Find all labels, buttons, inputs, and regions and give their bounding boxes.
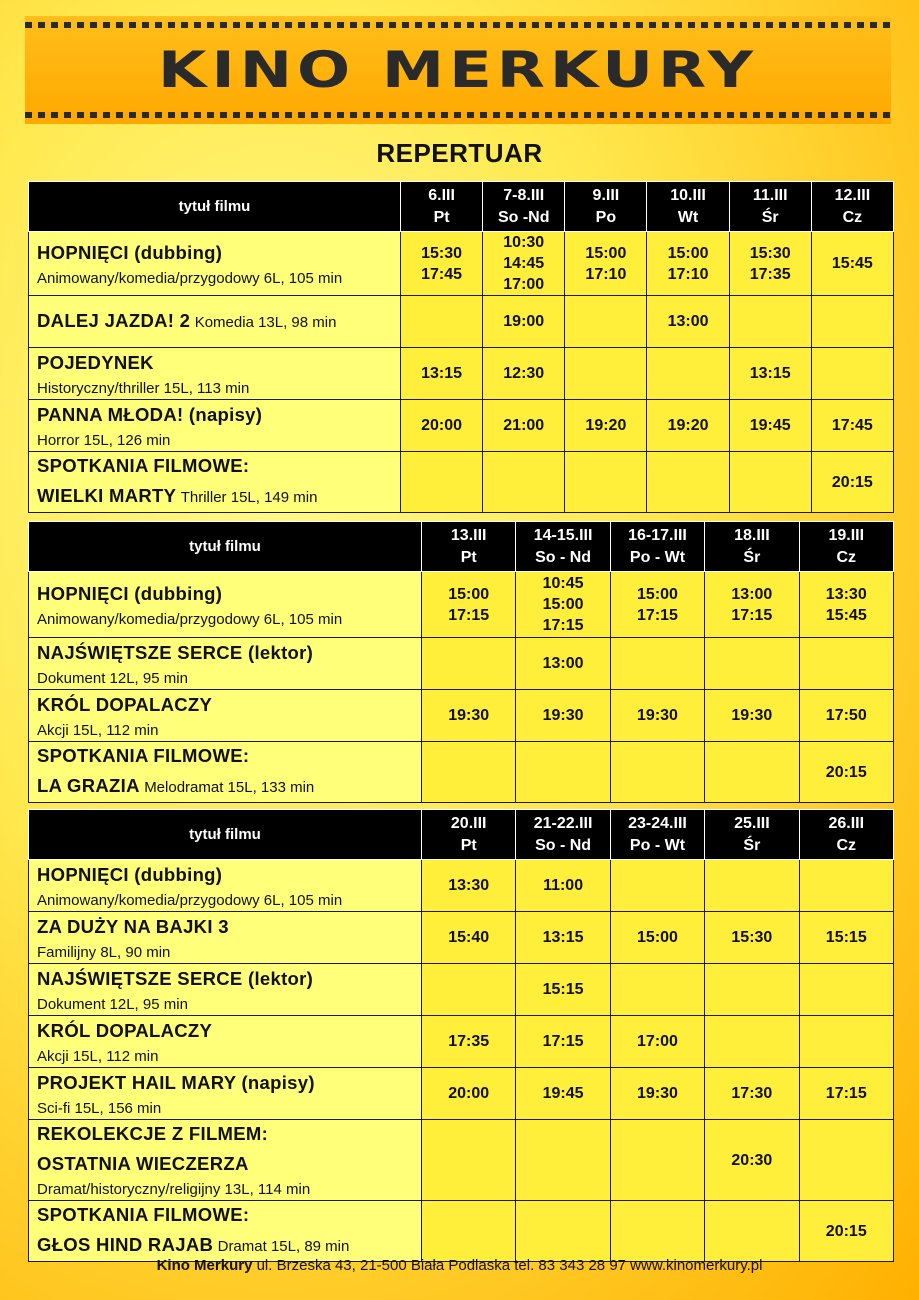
film-title: LA GRAZIA: [37, 775, 140, 796]
film-line: [37, 1099, 421, 1119]
film-title: HOPNIĘCI (dubbing): [37, 241, 223, 263]
showtime-cell: 17:35: [422, 1016, 516, 1068]
film-line: [37, 691, 421, 721]
header-day: [705, 810, 799, 860]
film-cell: [29, 1201, 422, 1262]
film-description: Akcji 15L, 112 min: [37, 1047, 159, 1065]
cinema-name: KINO MERKURY: [158, 41, 758, 99]
header-date: 9.III: [592, 186, 620, 204]
film-description: Dokument 12L, 95 min: [37, 995, 188, 1013]
film-title: DALEJ JAZDA! 2: [37, 309, 191, 331]
header-day: [729, 182, 811, 232]
showtime-cell: 20:00: [401, 400, 483, 452]
showtime-cell: 15:40: [422, 912, 516, 964]
film-description: Familijny 8L, 90 min: [37, 943, 171, 961]
showtime-cell: [422, 638, 516, 690]
film-line: [37, 1180, 421, 1200]
film-row: [29, 348, 894, 400]
showtime-cell: 17:15: [516, 1016, 610, 1068]
film-title: OSTATNIA WIECZERZA: [37, 1153, 249, 1174]
header-day: [516, 522, 610, 572]
film-cell: [29, 232, 401, 296]
showtime-cell: [705, 1201, 799, 1262]
header-day: [799, 810, 893, 860]
showtime-cell: 19:45: [516, 1068, 610, 1120]
showtime-cell: 10:45 15:00 17:15: [516, 572, 610, 638]
film-row: [29, 232, 894, 296]
showtime-cell: 13:00: [516, 638, 610, 690]
showtime-cell: 17:00: [610, 1016, 704, 1068]
header-day: [401, 182, 483, 232]
showtime-cell: 20:00: [422, 1068, 516, 1120]
film-line: [37, 639, 421, 669]
film-cell: [29, 638, 422, 690]
header-date: 19.III: [828, 526, 865, 544]
showtime-cell: 19:45: [729, 400, 811, 452]
film-cell: [29, 964, 422, 1016]
showtime-cell: [811, 348, 893, 400]
film-row: [29, 1016, 894, 1068]
header-day: [610, 522, 704, 572]
film-title: PANNA MŁODA! (napisy): [37, 403, 263, 425]
film-row: [29, 572, 894, 638]
header-date: 6.III: [428, 186, 455, 204]
header-weekday: Pt: [460, 836, 477, 854]
showtime-cell: [729, 452, 811, 513]
film-cell: [29, 400, 401, 452]
film-title: REKOLEKCJE Z FILMEM:: [37, 1123, 269, 1144]
header-day: [483, 182, 565, 232]
showtime-cell: [401, 452, 483, 513]
header-date: 13.III: [450, 526, 487, 544]
showtime-cell: [610, 742, 704, 803]
film-row: [29, 1120, 894, 1201]
showtime-cell: [422, 964, 516, 1016]
film-description: Sci-fi 15L, 156 min: [37, 1099, 162, 1117]
showtime-cell: 15:30 17:45: [401, 232, 483, 296]
film-description: Animowany/komedia/przygodowy 6L, 105 min: [37, 891, 343, 909]
header-date: 21-22.III: [533, 814, 593, 832]
header-film-title: tytuł filmu: [29, 182, 401, 232]
showtime-cell: [565, 452, 647, 513]
header-day: [422, 522, 516, 572]
header-weekday: So - Nd: [535, 548, 592, 566]
film-description: Animowany/komedia/przygodowy 6L, 105 min: [37, 269, 343, 287]
showtime-cell: [565, 296, 647, 348]
showtime-cell: [610, 860, 704, 912]
film-row: [29, 452, 894, 513]
film-title: SPOTKANIA FILMOWE:: [37, 745, 250, 766]
film-row: [29, 1068, 894, 1120]
showtime-cell: 15:30: [705, 912, 799, 964]
header-date: 10.III: [670, 186, 706, 204]
header-weekday: Pt: [433, 208, 450, 226]
film-title: SPOTKANIA FILMOWE:: [37, 1204, 250, 1225]
showtime-cell: 17:45: [811, 400, 893, 452]
showtime-cell: 15:00 17:10: [647, 232, 729, 296]
header-date: 18.III: [734, 526, 770, 544]
film-line: [37, 1201, 421, 1231]
film-line: [37, 1047, 421, 1067]
showtime-cell: 15:15: [516, 964, 610, 1016]
showtime-cell: 11:00: [516, 860, 610, 912]
film-row: [29, 912, 894, 964]
showtime-cell: [799, 1016, 893, 1068]
film-row: [29, 638, 894, 690]
film-description: Dramat 15L, 89 min: [217, 1238, 350, 1255]
showtime-cell: 15:00 17:15: [610, 572, 704, 638]
showtime-cell: 13:15: [729, 348, 811, 400]
header-date: 25.III: [734, 814, 770, 832]
showtime-cell: [565, 348, 647, 400]
film-row: [29, 742, 894, 803]
title-banner: [25, 16, 891, 124]
film-line: [37, 401, 400, 431]
header-date: 7-8.III: [503, 186, 545, 204]
showtime-cell: 19:20: [647, 400, 729, 452]
showtime-cell: 15:00 17:15: [422, 572, 516, 638]
film-title: POJEDYNEK: [37, 351, 154, 373]
film-title: GŁOS HIND RAJAB: [37, 1234, 214, 1255]
showtime-cell: 15:00: [610, 912, 704, 964]
showtime-cell: [610, 1201, 704, 1262]
showtime-cell: 12:30: [483, 348, 565, 400]
film-line: [37, 1150, 421, 1180]
film-title: HOPNIĘCI (dubbing): [37, 863, 223, 885]
film-description: Dokument 12L, 95 min: [37, 669, 188, 687]
showtime-cell: [799, 638, 893, 690]
film-line: [37, 349, 400, 379]
showtime-cell: 19:00: [483, 296, 565, 348]
film-title: KRÓL DOPALACZY: [37, 1019, 213, 1041]
footer-address: [0, 1257, 919, 1274]
film-cell: [29, 742, 422, 803]
header-weekday: Cz: [842, 208, 863, 226]
film-line: [37, 913, 421, 943]
film-description: Thriller 15L, 149 min: [180, 489, 318, 506]
header-weekday: Pt: [460, 548, 477, 566]
film-cell: [29, 296, 401, 348]
film-cell: [29, 1016, 422, 1068]
header-day: [799, 522, 893, 572]
showtime-cell: [422, 1120, 516, 1201]
showtime-cell: [516, 1120, 610, 1201]
film-cell: [29, 348, 401, 400]
header-weekday: Śr: [743, 836, 761, 854]
showtime-cell: [705, 638, 799, 690]
showtime-cell: 13:15: [516, 912, 610, 964]
showtime-cell: [610, 638, 704, 690]
film-line: [37, 307, 400, 337]
showtime-cell: [516, 1201, 610, 1262]
film-line: [37, 861, 421, 891]
showtime-cell: [705, 742, 799, 803]
showtime-cell: 15:30 17:35: [729, 232, 811, 296]
header-date: 26.III: [828, 814, 865, 832]
film-row: [29, 1201, 894, 1262]
film-line: [37, 1017, 421, 1047]
film-line: [37, 452, 400, 482]
film-row: [29, 690, 894, 742]
header-weekday: Po - Wt: [629, 836, 686, 854]
showtime-cell: 17:30: [705, 1068, 799, 1120]
header-day: [705, 522, 799, 572]
film-line: [37, 943, 421, 963]
film-description: Animowany/komedia/przygodowy 6L, 105 min: [37, 610, 343, 628]
film-line: [37, 482, 400, 512]
header-day: [422, 810, 516, 860]
header-day: [610, 810, 704, 860]
showtime-cell: 13:00 17:15: [705, 572, 799, 638]
film-description: Melodramat 15L, 133 min: [144, 779, 315, 796]
showtime-cell: 19:30: [610, 690, 704, 742]
film-line: [37, 742, 421, 772]
header-weekday: Śr: [761, 208, 779, 226]
showtime-cell: 20:15: [799, 742, 893, 803]
header-date: 23-24.III: [628, 814, 687, 832]
showtime-cell: [516, 742, 610, 803]
showtime-cell: 19:30: [422, 690, 516, 742]
header-date: 16-17.III: [628, 526, 687, 544]
showtime-cell: 19:30: [516, 690, 610, 742]
header-weekday: Wt: [677, 208, 699, 226]
film-line: [37, 965, 421, 995]
film-title: NAJŚWIĘTSZE SERCE (lektor): [37, 641, 314, 663]
showtime-cell: [610, 1120, 704, 1201]
film-row: [29, 400, 894, 452]
film-title: WIELKI MARTY: [37, 485, 177, 506]
film-title: HOPNIĘCI (dubbing): [37, 582, 223, 604]
film-line: [37, 610, 421, 630]
header-weekday: Po: [595, 208, 617, 226]
film-line: [37, 721, 421, 741]
showtime-cell: [422, 742, 516, 803]
showtime-cell: [705, 1016, 799, 1068]
showtime-cell: 10:30 14:45 17:00: [483, 232, 565, 296]
showtime-cell: 15:15: [799, 912, 893, 964]
header-date: 12.III: [834, 186, 871, 204]
schedule-table: [28, 809, 894, 1262]
header-date: 14-15.III: [533, 526, 593, 544]
header-date: 20.III: [450, 814, 487, 832]
showtime-cell: [647, 452, 729, 513]
film-title: ZA DUŻY NA BAJKI 3: [37, 915, 229, 937]
schedule-table: [28, 181, 894, 513]
film-line: [37, 580, 421, 610]
film-row: [29, 296, 894, 348]
page-subtitle: REPERTUAR: [376, 138, 543, 168]
showtime-cell: 19:20: [565, 400, 647, 452]
showtime-cell: [799, 860, 893, 912]
film-line: [37, 669, 421, 689]
header-film-title: tytuł filmu: [29, 522, 422, 572]
film-description: Akcji 15L, 112 min: [37, 721, 159, 739]
header-day: [565, 182, 647, 232]
film-line: [37, 995, 421, 1015]
film-title: KRÓL DOPALACZY: [37, 693, 213, 715]
header-film-title: tytuł filmu: [29, 810, 422, 860]
showtime-cell: [811, 296, 893, 348]
film-description: Komedia 13L, 98 min: [194, 313, 337, 331]
showtime-cell: [422, 1201, 516, 1262]
film-perforation-bottom: [25, 112, 891, 118]
film-line: [37, 379, 400, 399]
showtime-cell: 19:30: [705, 690, 799, 742]
film-description: Dramat/historyczny/religijny 13L, 114 min: [37, 1181, 311, 1198]
film-title: SPOTKANIA FILMOWE:: [37, 455, 250, 476]
film-line: [37, 1069, 421, 1099]
film-row: [29, 964, 894, 1016]
showtime-cell: [799, 964, 893, 1016]
film-perforation-top: [25, 22, 891, 28]
showtime-cell: [647, 348, 729, 400]
film-line: [37, 269, 400, 289]
showtime-cell: [401, 296, 483, 348]
showtime-cell: [729, 296, 811, 348]
showtime-cell: 13:00: [647, 296, 729, 348]
film-description: Horror 15L, 126 min: [37, 431, 171, 449]
header-day: [811, 182, 893, 232]
showtime-cell: 13:15: [401, 348, 483, 400]
film-line: [37, 772, 421, 802]
film-cell: [29, 452, 401, 513]
showtime-cell: 15:45: [811, 232, 893, 296]
header-weekday: Cz: [836, 836, 857, 854]
showtime-cell: 13:30: [422, 860, 516, 912]
film-description: Historyczny/thriller 15L, 113 min: [37, 379, 250, 397]
film-line: [37, 891, 421, 911]
showtime-cell: [483, 452, 565, 513]
header-weekday: So - Nd: [535, 836, 592, 854]
film-cell: [29, 912, 422, 964]
showtime-cell: 15:00 17:10: [565, 232, 647, 296]
header-date: 11.III: [752, 186, 788, 204]
film-cell: [29, 690, 422, 742]
showtime-cell: [610, 964, 704, 1016]
film-cell: [29, 572, 422, 638]
film-title: NAJŚWIĘTSZE SERCE (lektor): [37, 967, 314, 989]
schedule-table: [28, 521, 894, 803]
showtime-cell: 19:30: [610, 1068, 704, 1120]
film-line: [37, 1120, 421, 1150]
film-row: [29, 860, 894, 912]
film-line: [37, 239, 400, 269]
header-weekday: So -Nd: [497, 208, 550, 226]
showtime-cell: 13:30 15:45: [799, 572, 893, 638]
film-cell: [29, 1120, 422, 1201]
film-line: [37, 431, 400, 451]
showtime-cell: 17:50: [799, 690, 893, 742]
header-day: [647, 182, 729, 232]
header-day: [516, 810, 610, 860]
showtime-cell: [705, 860, 799, 912]
header-weekday: Cz: [836, 548, 857, 566]
film-title: PROJEKT HAIL MARY (napisy): [37, 1071, 315, 1093]
film-cell: [29, 860, 422, 912]
showtime-cell: [705, 964, 799, 1016]
showtime-cell: 20:15: [799, 1201, 893, 1262]
footer-cinema-name: Kino Merkury: [156, 1257, 253, 1274]
showtime-cell: 20:30: [705, 1120, 799, 1201]
film-cell: [29, 1068, 422, 1120]
showtime-cell: 20:15: [811, 452, 893, 513]
footer-contact: ul. Brzeska 43, 21-500 Biała Podlaska tel. 83 343 28 97 www.kinomerkury.pl: [252, 1257, 763, 1274]
showtime-cell: 17:15: [799, 1068, 893, 1120]
header-weekday: Śr: [743, 548, 761, 566]
showtime-cell: 21:00: [483, 400, 565, 452]
showtime-cell: [799, 1120, 893, 1201]
header-weekday: Po - Wt: [629, 548, 686, 566]
